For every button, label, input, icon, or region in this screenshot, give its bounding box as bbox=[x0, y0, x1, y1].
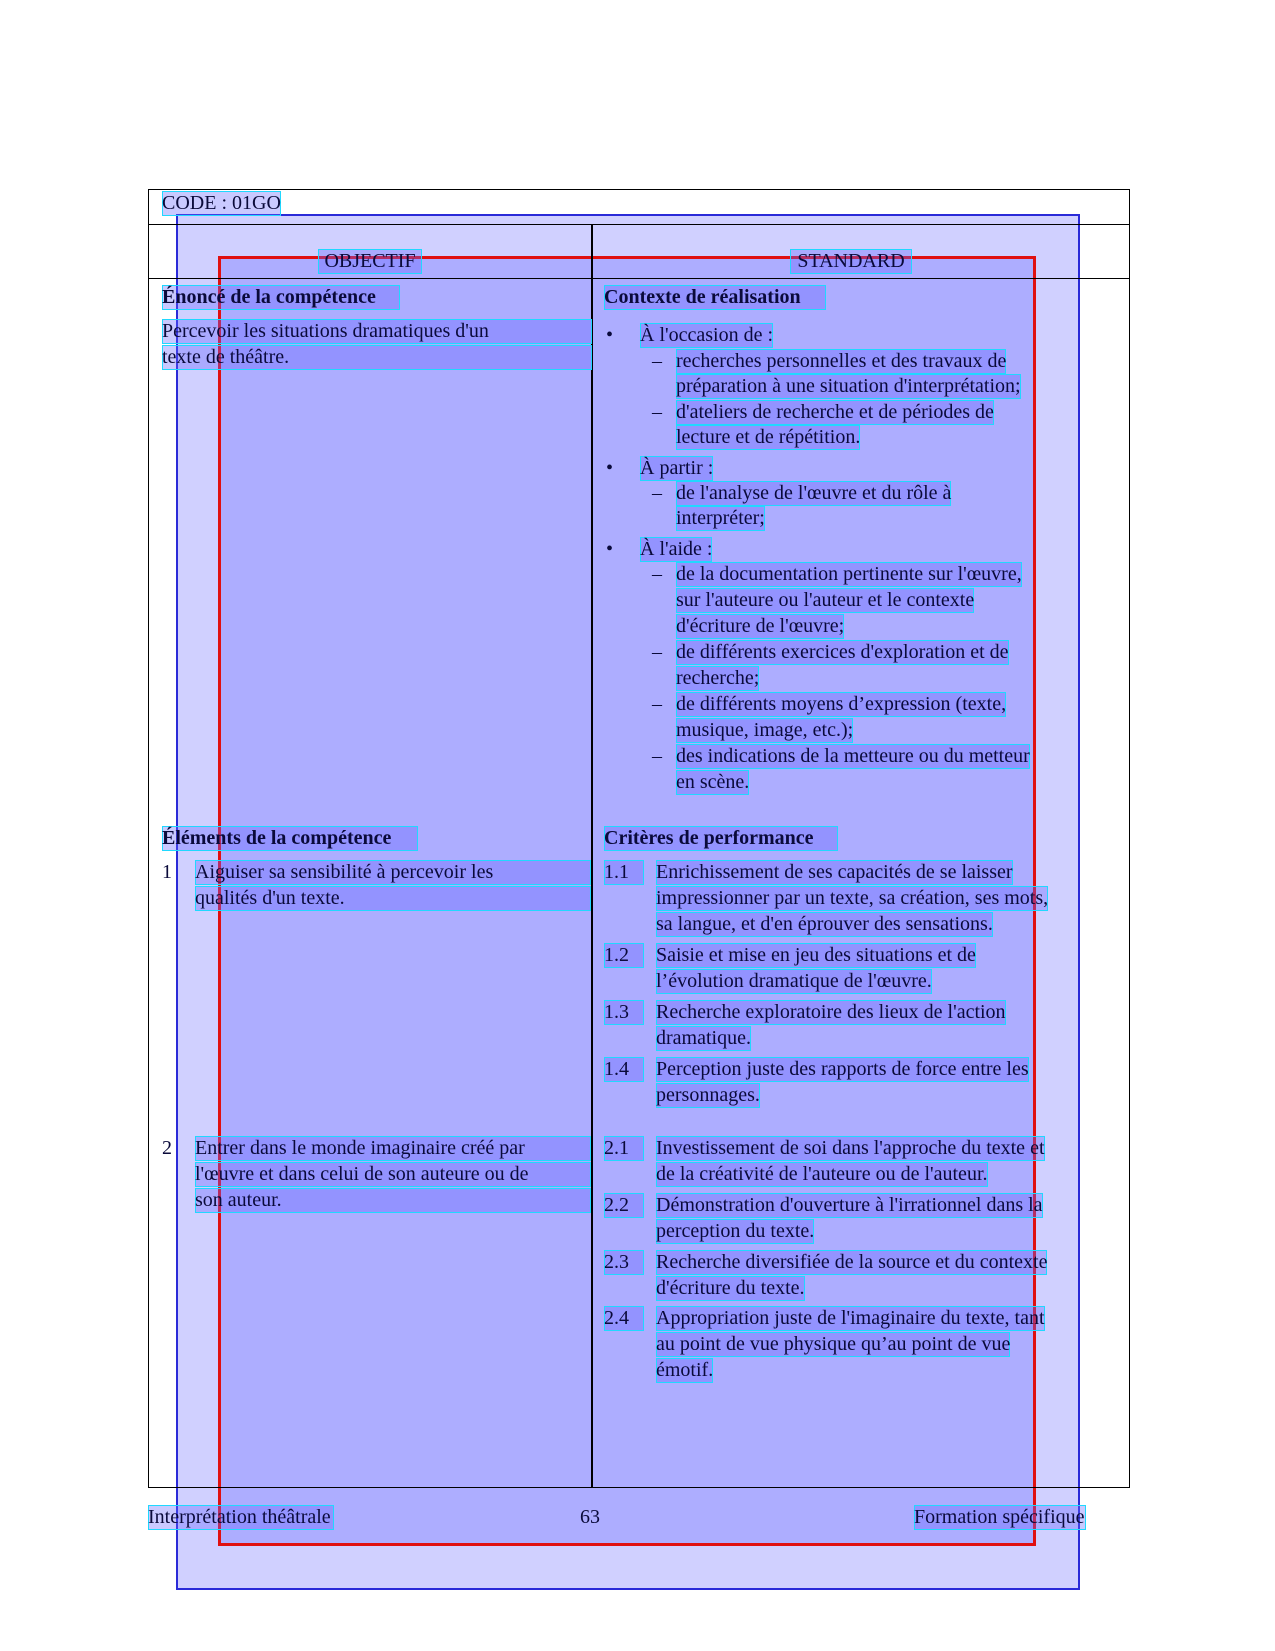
elements-title: Éléments de la compétence bbox=[162, 826, 418, 851]
header-objectif: OBJECTIF bbox=[318, 249, 422, 274]
dash-marker: – bbox=[652, 401, 662, 423]
footer-page-number: 63 bbox=[580, 1506, 600, 1528]
critere-number: 1.2 bbox=[604, 943, 644, 968]
element-number: 2 bbox=[162, 1137, 172, 1159]
element-line: Entrer dans le monde imaginaire créé par bbox=[195, 1136, 591, 1161]
enonce-line: Percevoir les situations dramatiques d'un bbox=[162, 319, 592, 344]
contexte-item-line: de différents exercices d'exploration et de bbox=[676, 641, 1009, 663]
critere-line: Perception juste des rapports de force entre les bbox=[656, 1058, 1029, 1080]
critere-line: Enrichissement de ses capacités de se laisser bbox=[656, 861, 1013, 883]
critere-number: 2.1 bbox=[604, 1136, 644, 1161]
dash-marker: – bbox=[652, 693, 662, 715]
contexte-item-line: d'ateliers de recherche et de périodes de bbox=[676, 401, 994, 423]
critere-number: 2.4 bbox=[604, 1306, 644, 1331]
enonce-title: Énoncé de la compétence bbox=[162, 285, 400, 310]
enonce-line: texte de théâtre. bbox=[162, 345, 592, 370]
contexte-item-line: recherche; bbox=[676, 667, 760, 689]
contexte-title: Contexte de réalisation bbox=[604, 285, 826, 310]
critere-line: Recherche exploratoire des lieux de l'action bbox=[656, 1001, 1006, 1023]
dash-marker: – bbox=[652, 482, 662, 504]
contexte-item-line: d'écriture de l'œuvre; bbox=[676, 615, 845, 637]
contexte-item-line: en scène. bbox=[676, 771, 750, 793]
critere-number: 2.2 bbox=[604, 1193, 644, 1218]
contexte-item-line: de différents moyens d’expression (texte, bbox=[676, 693, 1007, 715]
critere-line: au point de vue physique qu’au point de vue bbox=[656, 1333, 1011, 1355]
header-standard: STANDARD bbox=[790, 249, 912, 274]
element-line: son auteur. bbox=[195, 1188, 591, 1213]
critere-line: Recherche diversifiée de la source et du contexte bbox=[656, 1251, 1048, 1273]
contexte-item-line: sur l'auteure ou l'auteur et le contexte bbox=[676, 589, 975, 611]
contexte-group-label: À l'aide : bbox=[640, 538, 713, 560]
critere-line: de la créativité de l'auteure ou de l'auteur. bbox=[656, 1163, 988, 1185]
critere-line: Démonstration d'ouverture à l'irrationnel dans la bbox=[656, 1194, 1043, 1216]
dash-marker: – bbox=[652, 350, 662, 372]
element-number: 1 bbox=[162, 861, 172, 883]
critere-line: perception du texte. bbox=[656, 1220, 815, 1242]
critere-line: d'écriture du texte. bbox=[656, 1277, 805, 1299]
contexte-item-line: interpréter; bbox=[676, 507, 765, 529]
critere-line: dramatique. bbox=[656, 1027, 751, 1049]
code-row-divider bbox=[148, 224, 1130, 225]
element-line: Aiguiser sa sensibilité à percevoir les bbox=[195, 860, 591, 885]
contexte-item-line: de l'analyse de l'œuvre et du rôle à bbox=[676, 482, 952, 504]
dash-marker: – bbox=[652, 745, 662, 767]
element-line: l'œuvre et dans celui de son auteure ou de bbox=[195, 1162, 591, 1187]
critere-line: Saisie et mise en jeu des situations et de bbox=[656, 944, 976, 966]
critere-number: 2.3 bbox=[604, 1250, 644, 1275]
column-divider bbox=[591, 224, 593, 1488]
critere-line: sa langue, et d'en éprouver des sensations. bbox=[656, 913, 993, 935]
document-code: CODE : 01GO bbox=[162, 192, 281, 214]
contexte-item-line: lecture et de répétition. bbox=[676, 426, 861, 448]
contexte-item-line: musique, image, etc.); bbox=[676, 719, 854, 741]
dash-marker: – bbox=[652, 563, 662, 585]
critere-line: Appropriation juste de l'imaginaire du texte, tant bbox=[656, 1307, 1045, 1329]
bullet-marker: • bbox=[606, 457, 614, 479]
critere-line: impressionner par un texte, sa création, ses mots, bbox=[656, 887, 1049, 909]
contexte-group-label: À l'occasion de : bbox=[640, 324, 774, 346]
footer-right: Formation spécifique bbox=[914, 1506, 1085, 1528]
contexte-item-line: des indications de la metteure ou du metteur bbox=[676, 745, 1030, 767]
contexte-group-label: À partir : bbox=[640, 457, 714, 479]
contexte-item-line: de la documentation pertinente sur l'œuvre, bbox=[676, 563, 1022, 585]
header-row-divider bbox=[148, 278, 1130, 279]
criteres-title: Critères de performance bbox=[604, 826, 838, 851]
contexte-item-line: préparation à une situation d'interprétation; bbox=[676, 375, 1021, 397]
critere-line: Investissement de soi dans l'approche du texte et bbox=[656, 1137, 1045, 1159]
critere-line: émotif. bbox=[656, 1359, 714, 1381]
contexte-item-line: recherches personnelles et des travaux de bbox=[676, 350, 1007, 372]
critere-line: personnages. bbox=[656, 1084, 760, 1106]
critere-line: l’évolution dramatique de l'œuvre. bbox=[656, 970, 932, 992]
critere-number: 1.3 bbox=[604, 1000, 644, 1025]
dash-marker: – bbox=[652, 641, 662, 663]
footer-left: Interprétation théâtrale bbox=[148, 1505, 334, 1530]
critere-number: 1.1 bbox=[604, 860, 644, 885]
element-line: qualités d'un texte. bbox=[195, 886, 591, 911]
bullet-marker: • bbox=[606, 324, 614, 346]
critere-number: 1.4 bbox=[604, 1057, 644, 1082]
bullet-marker: • bbox=[606, 538, 614, 560]
